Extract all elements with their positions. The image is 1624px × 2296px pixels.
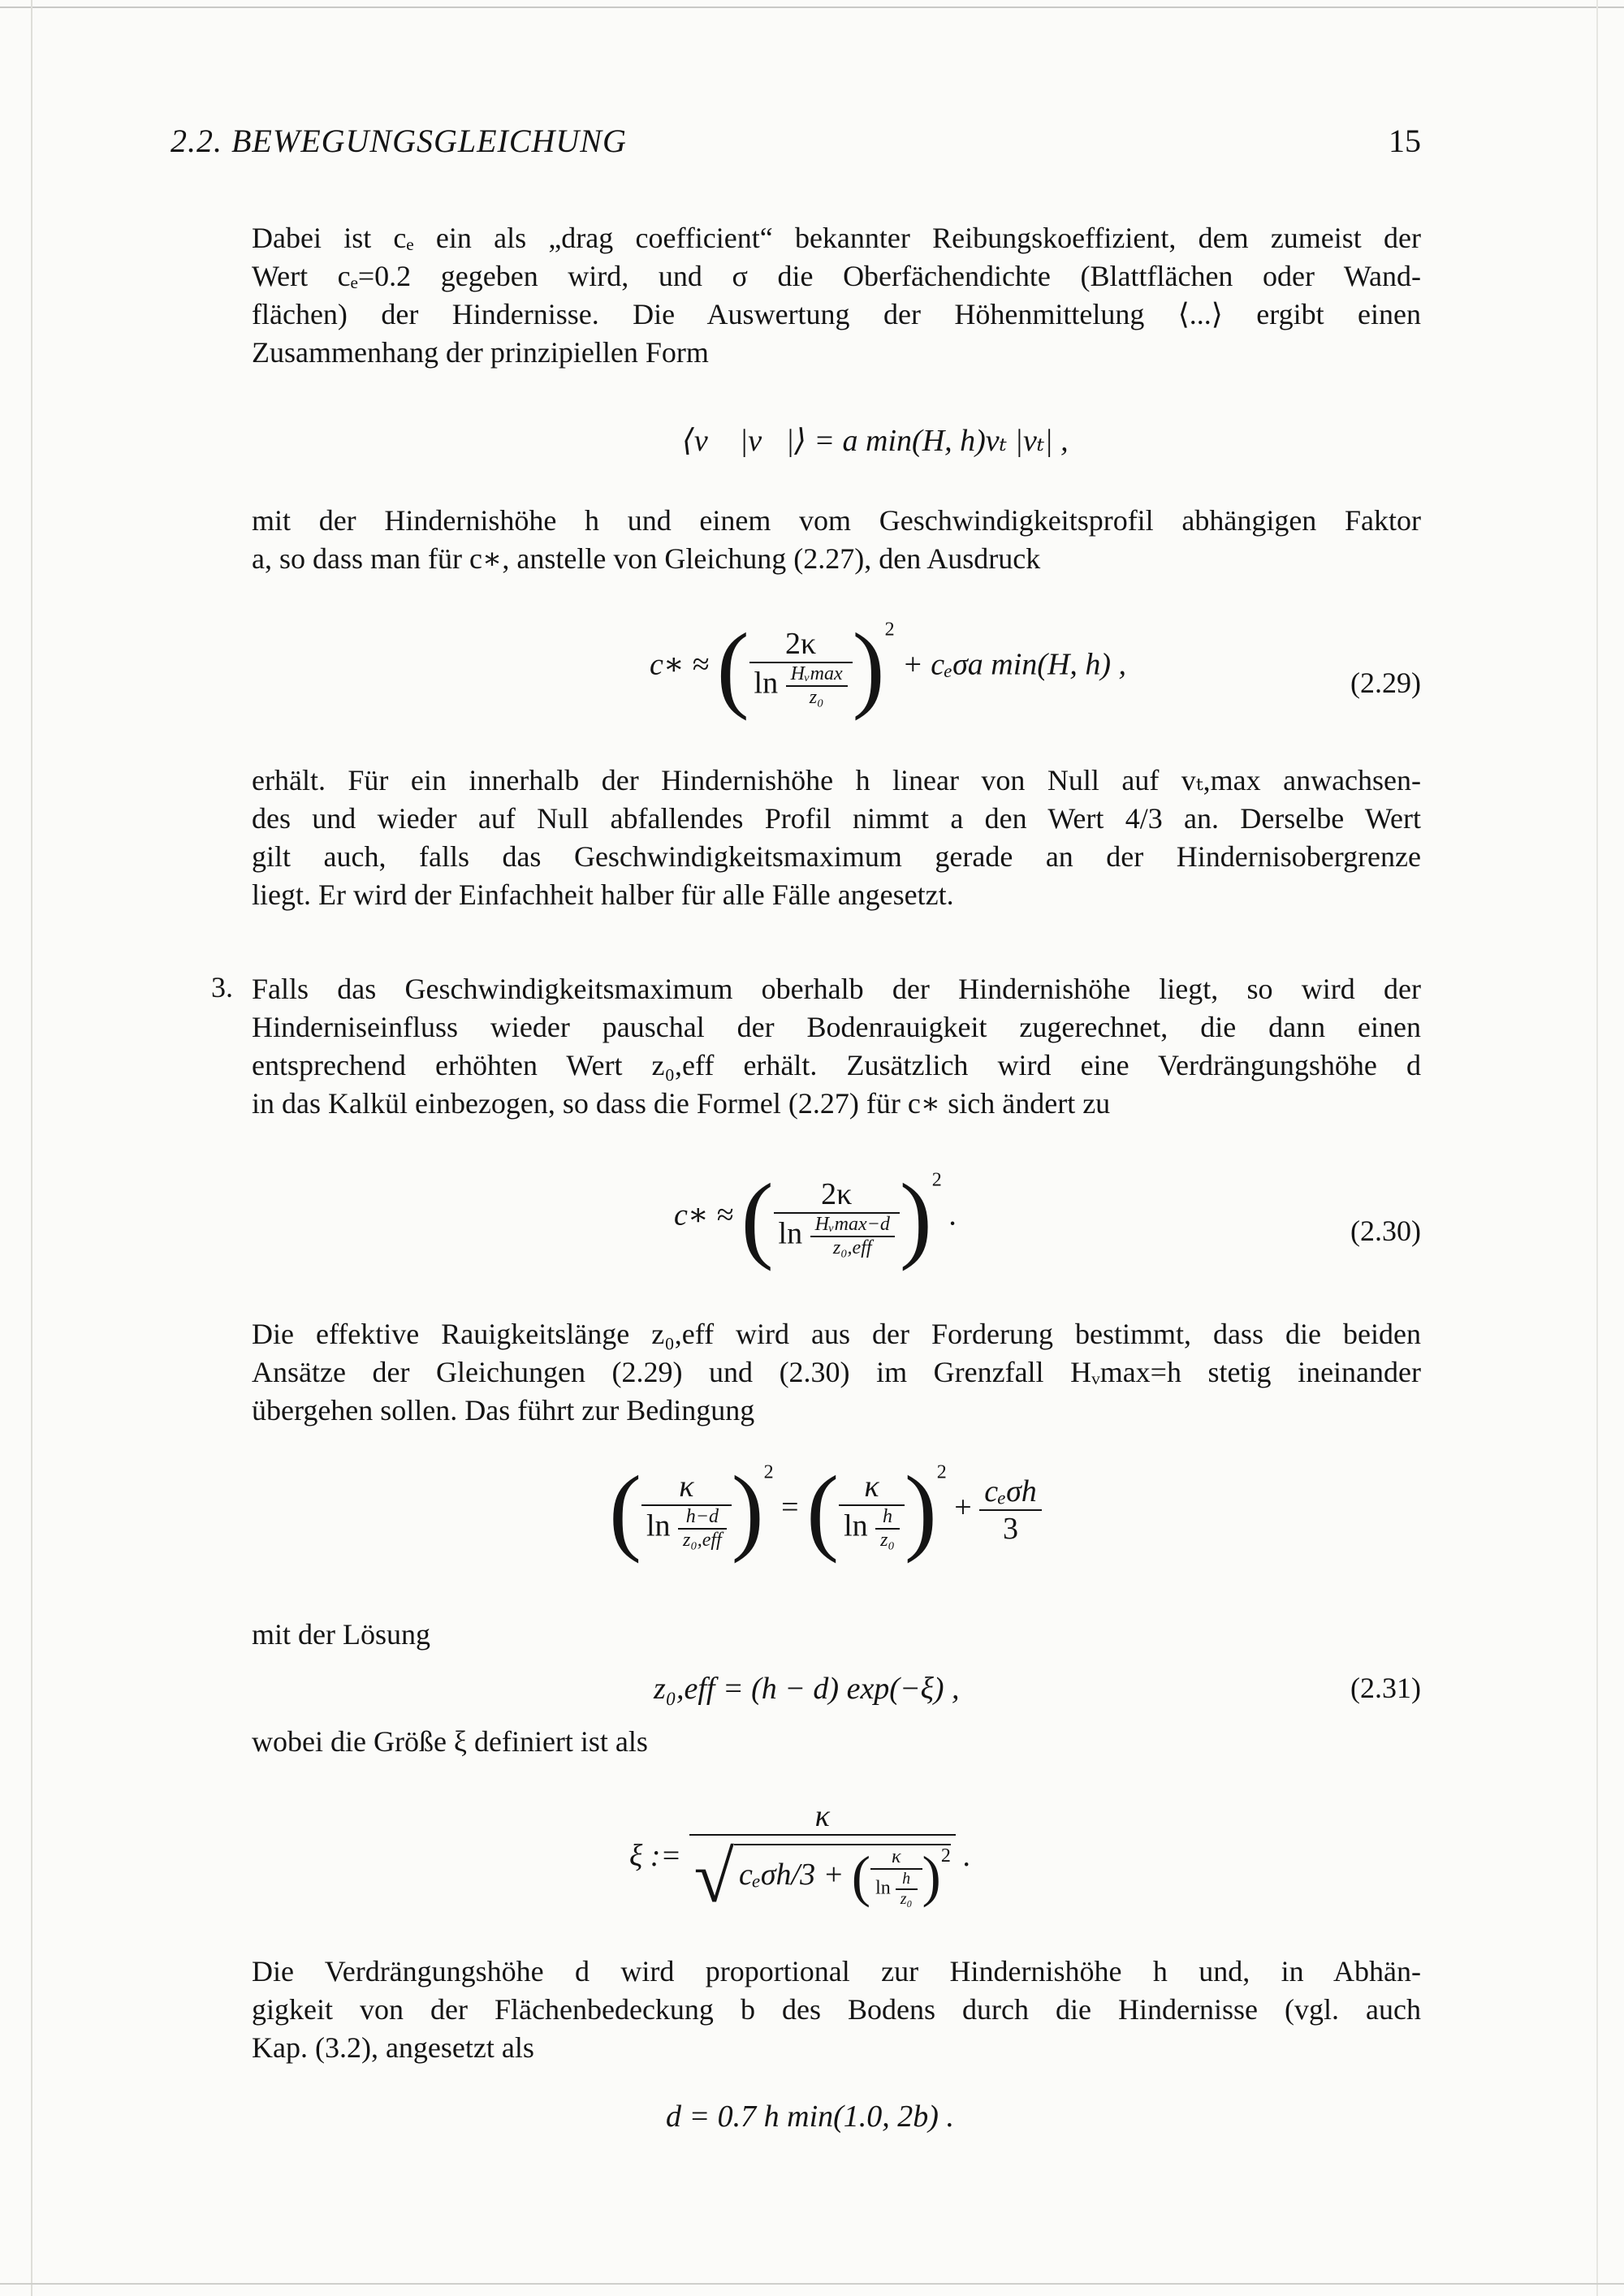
left-paren: ( bbox=[716, 613, 749, 721]
text-line: Dabei ist cₑ ein als „drag coefficient“ bekannter Reibungskoeffizient, dem zumeist der bbox=[252, 222, 1421, 254]
inner-fraction bbox=[875, 1506, 900, 1552]
text-line: Die Verdrängungshöhe d wird proportional zur Hindernishöhe h und, in Abhän- bbox=[252, 1955, 1421, 1987]
innermost-fraction bbox=[896, 1870, 918, 1909]
denominator bbox=[774, 1214, 900, 1259]
exponent: 2 bbox=[763, 1461, 774, 1483]
denominator bbox=[689, 1836, 956, 1919]
text-line: a, so dass man für c∗, anstelle von Gleichung (2.27), den Ausdruck bbox=[252, 542, 1041, 575]
equation-number: (2.31) bbox=[1350, 1672, 1421, 1704]
scan-edge-left bbox=[31, 0, 32, 2296]
ln-operator: ln bbox=[646, 1508, 671, 1543]
text-line: Ansätze der Gleichungen (2.29) und (2.30) im Grenzfall Hᵥmax=h stetig ineinander bbox=[252, 1356, 1421, 1388]
inner-fraction bbox=[810, 1214, 895, 1259]
inner-denominator: z₀ bbox=[809, 687, 824, 708]
text-line: Zusammenhang der prinzipiellen Form bbox=[252, 336, 709, 369]
fraction bbox=[689, 1798, 956, 1919]
page-number: 15 bbox=[1389, 123, 1421, 159]
fraction bbox=[641, 1469, 732, 1552]
text-line: des und wieder auf Null abfallendes Profil nimmt a den Wert 4/3 an. Derselbe Wert bbox=[252, 802, 1421, 835]
paragraph-verdraengungshoehe bbox=[252, 1953, 1421, 2067]
right-paren: ) bbox=[899, 1163, 932, 1271]
numerator: 2κ bbox=[774, 1176, 900, 1214]
right-paren: ) bbox=[852, 613, 885, 721]
text-line: Falls das Geschwindigkeitsmaximum oberhalb der Hindernishöhe liegt, so wird der bbox=[252, 973, 1421, 1005]
numerator: cₑσh bbox=[979, 1474, 1042, 1511]
equation-number: (2.29) bbox=[1350, 667, 1421, 699]
text-line: mit der Hindernishöhe h und einem vom Geschwindigkeitsprofil abhängigen Faktor bbox=[252, 504, 1421, 537]
plus-sign: + bbox=[954, 1490, 972, 1525]
paragraph-loesung bbox=[252, 1616, 1421, 1654]
eq-lhs: c∗ ≈ bbox=[674, 1198, 734, 1232]
text-line: gigkeit von der Flächenbedeckung b des Bodens durch die Hindernisse (vgl. auch bbox=[252, 1993, 1421, 2026]
fraction bbox=[839, 1469, 905, 1552]
denominator bbox=[839, 1506, 905, 1552]
right-paren: ) bbox=[922, 1845, 941, 1909]
ln-operator: ln bbox=[778, 1216, 803, 1251]
equation-xi bbox=[629, 1798, 971, 1919]
inner-denominator: z₀,eff bbox=[832, 1237, 872, 1258]
exponent: 2 bbox=[931, 1169, 942, 1191]
innermost-numerator: h bbox=[896, 1870, 918, 1890]
fraction bbox=[774, 1176, 900, 1259]
equals-sign: = bbox=[781, 1490, 799, 1525]
numerator: κ bbox=[641, 1469, 732, 1506]
paragraph-xi bbox=[252, 1723, 1421, 1761]
inner-fraction bbox=[786, 663, 848, 709]
paragraph-hindernishoehe bbox=[252, 502, 1421, 578]
exponent: 2 bbox=[936, 1461, 947, 1483]
text-line: Hinderniseinfluss wieder pauschal der Bodenrauigkeit zugerechnet, die dann einen bbox=[252, 1011, 1421, 1043]
text-line: Wert cₑ=0.2 gegeben wird, und σ die Oberfächendichte (Blattflächen oder Wand- bbox=[252, 260, 1421, 292]
paragraph-profil bbox=[252, 762, 1421, 914]
denominator: 3 bbox=[1003, 1512, 1019, 1546]
equation-number: (2.30) bbox=[1350, 1215, 1421, 1247]
ln-operator: ln bbox=[875, 1877, 891, 1899]
inner-fraction bbox=[678, 1506, 727, 1552]
fraction bbox=[979, 1474, 1042, 1547]
right-paren: ) bbox=[731, 1456, 764, 1564]
eq-rest: + cₑσa min(H, h) , bbox=[902, 647, 1127, 682]
equation-displacement: d = 0.7 h min(1.0, 2b) . bbox=[666, 2100, 954, 2134]
inner-numerator: Hᵥmax−d bbox=[810, 1214, 895, 1237]
inner-numerator: Hᵥmax bbox=[786, 663, 848, 687]
ln-operator: ln bbox=[844, 1508, 868, 1543]
eq-lhs: c∗ ≈ bbox=[650, 647, 710, 682]
scan-edge-top bbox=[0, 6, 1624, 8]
equation-condition bbox=[609, 1456, 1042, 1564]
equation-2-31: z₀,eff = (h − d) exp(−ξ) , bbox=[654, 1672, 960, 1706]
text-line: gilt auch, falls das Geschwindigkeitsmaximum gerade an der Hindernisobergrenze bbox=[252, 840, 1421, 873]
text-line: wobei die Größe ξ definiert ist als bbox=[252, 1725, 648, 1758]
text-line: in das Kalkül einbezogen, so dass die Formel (2.27) für c∗ sich ändert zu bbox=[252, 1087, 1111, 1120]
scan-edge-right bbox=[1596, 0, 1598, 2296]
inner-denominator bbox=[870, 1870, 922, 1909]
numerator: 2κ bbox=[749, 626, 853, 663]
text-line: übergehen sollen. Das führt zur Bedingung bbox=[252, 1394, 755, 1426]
left-paren: ( bbox=[609, 1456, 641, 1564]
left-paren: ( bbox=[851, 1845, 871, 1909]
text-line: entsprechend erhöhten Wert z₀,eff erhält. Zusätzlich wird eine Verdrängungshöhe d bbox=[252, 1049, 1421, 1081]
numerator: κ bbox=[839, 1469, 905, 1506]
denominator bbox=[749, 663, 853, 709]
text-line: erhält. Für ein innerhalb der Hindernishöhe h linear von Null auf vₜ,max anwachsen- bbox=[252, 764, 1421, 796]
ln-operator: ln bbox=[754, 666, 779, 701]
eq-lhs: ξ := bbox=[629, 1839, 682, 1874]
exponent: 2 bbox=[884, 619, 895, 641]
right-paren: ) bbox=[904, 1456, 937, 1564]
text-line: Die effektive Rauigkeitslänge z₀,eff wird aus der Forderung bestimmt, dass die beiden bbox=[252, 1318, 1421, 1350]
inner-denominator: z₀,eff bbox=[683, 1530, 722, 1551]
radicand-start: cₑσh/3 + bbox=[738, 1858, 844, 1892]
fraction bbox=[749, 626, 853, 709]
numerator: κ bbox=[689, 1798, 956, 1836]
list-item-3 bbox=[252, 970, 1421, 1123]
paragraph-rauigkeitslaenge bbox=[252, 1315, 1421, 1430]
denominator bbox=[641, 1506, 732, 1552]
equation-2-30 bbox=[674, 1163, 957, 1271]
left-paren: ( bbox=[741, 1163, 774, 1271]
text-line: liegt. Er wird der Einfachheit halber für alle Fälle angesetzt. bbox=[252, 878, 954, 911]
scan-edge-bottom bbox=[0, 2283, 1624, 2285]
radicand bbox=[734, 1844, 951, 1909]
text-line: Kap. (3.2), angesetzt als bbox=[252, 2031, 534, 2064]
inner-denominator: z₀ bbox=[880, 1530, 895, 1551]
text-line: flächen) der Hindernisse. Die Auswertung der Höhenmittelung ⟨...⟩ ergibt einen bbox=[252, 298, 1421, 330]
section-title: 2.2. BEWEGUNGSGLEICHUNG bbox=[171, 123, 627, 159]
text-line: mit der Lösung bbox=[252, 1618, 430, 1651]
left-paren: ( bbox=[806, 1456, 840, 1564]
paragraph-drag-coefficient bbox=[252, 219, 1421, 372]
sqrt-sign: √ bbox=[693, 1837, 734, 1918]
running-header bbox=[171, 122, 1421, 162]
inner-numerator: κ bbox=[870, 1846, 922, 1870]
list-item-number: 3. bbox=[211, 971, 233, 1003]
eq-end: . bbox=[963, 1839, 971, 1874]
inner-fraction bbox=[870, 1846, 922, 1909]
inner-numerator: h bbox=[875, 1506, 900, 1530]
equation-mean-velocity: ⟨v⃗ |v⃗|⟩ = a min(H, h)vₜ |vₜ| , bbox=[682, 424, 1069, 458]
inner-numerator: h−d bbox=[678, 1506, 727, 1530]
exponent: 2 bbox=[940, 1845, 951, 1867]
equation-2-29 bbox=[650, 613, 1127, 721]
eq-rest: . bbox=[949, 1198, 957, 1232]
innermost-denominator: z₀ bbox=[900, 1890, 913, 1908]
